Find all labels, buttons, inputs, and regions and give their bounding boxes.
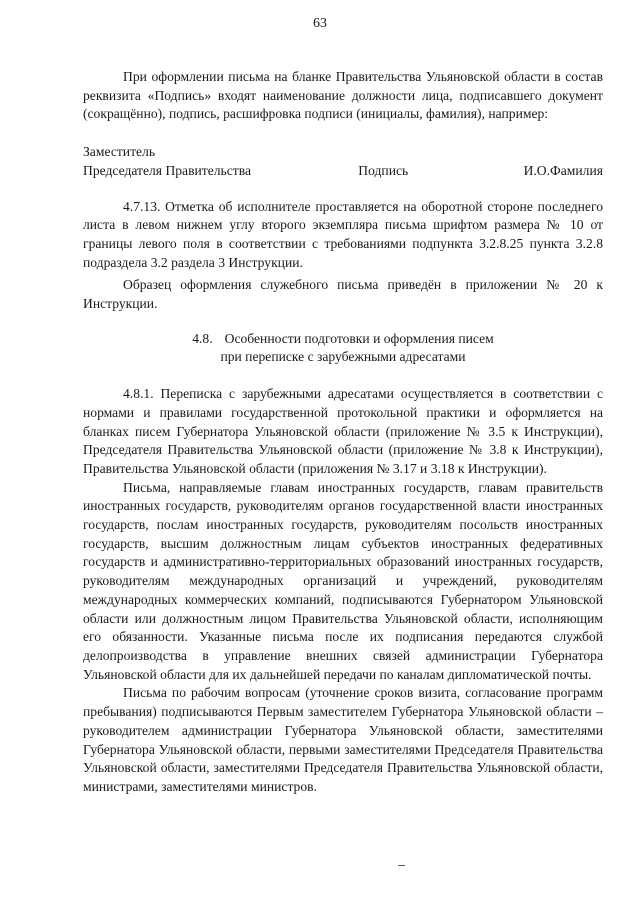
section-title-line2: при переписке с зарубежными адресатами xyxy=(220,349,466,365)
section-heading-line1 xyxy=(83,330,603,349)
signature-name: И.О.Фамилия xyxy=(523,162,603,178)
page-number: 63 xyxy=(313,16,327,31)
signature-sign-label: Подпись xyxy=(358,162,409,178)
paragraph-working-letters: Письма по рабочим вопросам (уточнение сроков визита, согласование программ пребывания) подписываются Первым заместителем Губернатора Ульяновской области – руководителем администрации Губернатора Ульяновской области, заместителями Губернатора Ульяновской области, первыми заместителями Председателя Правительства Ульяновской области, заместителями Председателя Правительства Ульяновской области, министрами, заместителями министров. xyxy=(83,685,603,794)
signature-row xyxy=(83,162,603,181)
paragraph-4-7-13: 4.7.13. Отметка об исполнителе проставляется на оборотной стороне последнего листа в левом нижнем углу второго экземпляра письма шрифтом размера № 10 от границы левого поля в соответствии с требованиями подпункта 3.2.8.25 пункта 3.2.8 подраздела 3.2 раздела 3 Инструкции. xyxy=(83,198,603,270)
paragraph-signature-intro: При оформлении письма на бланке Правительства Ульяновской области в состав реквизита «Подпись» входят наименование должности лица, подписавшего документ (сокращённо), подпись, расшифровка подписи (инициалы, фамилия), например: xyxy=(83,69,603,122)
paragraph-letters-heads-of-state: Письма, направляемые главам иностранных государств, главам правительств иностранных государств, руководителям органов государственной власти иностранных государств, послам иностранных государств, руководителям посольств иностранных государств, высшим должностным лицам субъектов иностранных федеративных государств и административно-территориальных образований иностранных государств, руководителям международных организаций и учреждений, руководителям международных коммерческих компаний, подписываются Губернатором Ульяновской области или должностным лицом Правительства Ульяновской области, исполняющим его обязанности. Указанные письма после их подписания передаются службой делопроизводства в управление внешних связей администрации Губернатора Ульяновской области для их дальнейшей передачи по каналам дипломатической почты. xyxy=(83,479,603,682)
section-number: 4.8. xyxy=(192,330,213,346)
signature-title-line2: Председателя Правительства xyxy=(83,162,251,178)
paragraph-sample-reference: Образец оформления служебного письма приведён в приложении № 20 к Инструкции. xyxy=(83,277,603,312)
signature-example xyxy=(83,143,603,180)
paragraph-4-8-1: 4.8.1. Переписка с зарубежными адресатами осуществляется в соответствии с нормами и правилами государственной протокольной практики и оформляется на бланках писем Губернатора Ульяновской области (приложение № 3.5 к Инструкции), Председателя Правительства Ульяновской области (приложение № 3.8 к Инструкции), Правительства Ульяновской области (приложения № 3.17 и 3.18 к Инструкции). xyxy=(83,386,603,476)
section-title-line1: Особенности подготовки и оформления писем xyxy=(224,330,494,346)
scan-mark xyxy=(398,865,405,866)
signature-title-line1: Заместитель xyxy=(83,144,156,160)
document-body xyxy=(83,68,603,797)
section-heading-4-8 xyxy=(83,330,603,367)
